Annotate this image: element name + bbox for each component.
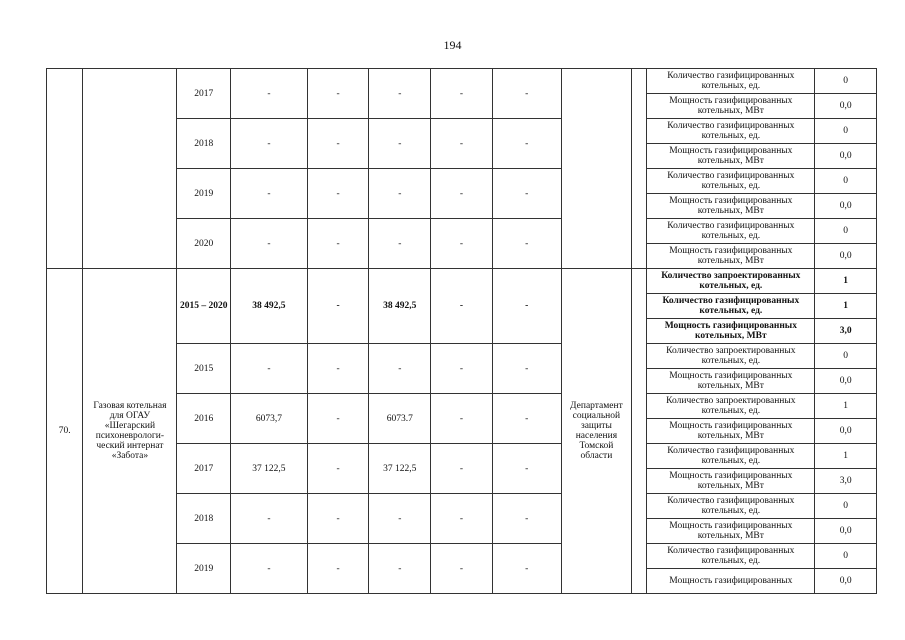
indicator-value: 0 — [815, 69, 877, 94]
year-cell: 2017 — [177, 69, 231, 119]
department: Департамент социальной защиты населения Томской области — [561, 269, 632, 594]
indicator-name: Мощность газифицированных котельных, МВт — [647, 519, 815, 544]
total-cell: 38 492,5 — [230, 269, 307, 344]
indicator-name: Количество газифицированных котельных, ед. — [647, 494, 815, 519]
indicator-value: 3,0 — [815, 319, 877, 344]
year-cell: 2016 — [177, 394, 231, 444]
table-row — [47, 69, 877, 94]
reg-cell: - — [369, 544, 431, 594]
fed-cell: - — [307, 169, 369, 219]
indicator-name: Мощность газифицированных котельных, МВт — [647, 94, 815, 119]
other-cell: - — [492, 444, 561, 494]
year-cell: 2017 — [177, 444, 231, 494]
indicator-value: 0 — [815, 544, 877, 569]
indicator-value: 0 — [815, 119, 877, 144]
year-cell: 2018 — [177, 119, 231, 169]
prev-rownum-cell — [47, 69, 83, 269]
total-cell: - — [230, 344, 307, 394]
indicator-value: 0,0 — [815, 369, 877, 394]
indicator-name: Мощность газифицированных котельных, МВт — [647, 244, 815, 269]
indicator-value: 0,0 — [815, 194, 877, 219]
indicator-name: Количество запроектированных котельных, ед. — [647, 344, 815, 369]
indicator-name: Количество запроектированных котельных, ед. — [647, 269, 815, 294]
local-cell: - — [431, 544, 493, 594]
indicator-value: 0,0 — [815, 244, 877, 269]
object-name: Газовая котельная для ОГАУ «Шегарский психоневрологи-ческий интернат «Забота» — [83, 269, 177, 594]
indicator-name: Мощность газифицированных котельных, МВт — [647, 144, 815, 169]
year-cell: 2015 — [177, 344, 231, 394]
local-cell: - — [431, 219, 493, 269]
indicator-value: 3,0 — [815, 469, 877, 494]
reg-cell: - — [369, 69, 431, 119]
reg-cell: - — [369, 344, 431, 394]
spacer-cell — [632, 69, 647, 269]
total-cell: - — [230, 494, 307, 544]
local-cell: - — [431, 494, 493, 544]
fed-cell: - — [307, 269, 369, 344]
indicator-name: Количество газифицированных котельных, ед. — [647, 219, 815, 244]
other-cell: - — [492, 344, 561, 394]
reg-cell: 38 492,5 — [369, 269, 431, 344]
prev-object-cell — [83, 69, 177, 269]
other-cell: - — [492, 169, 561, 219]
indicator-value: 0 — [815, 344, 877, 369]
year-cell: 2019 — [177, 544, 231, 594]
prev-dept-cell — [561, 69, 632, 269]
year-cell: 2020 — [177, 219, 231, 269]
year-cell: 2015 – 2020 — [177, 269, 231, 344]
indicator-name: Количество газифицированных котельных, ед. — [647, 119, 815, 144]
fed-cell: - — [307, 394, 369, 444]
indicator-value: 0 — [815, 169, 877, 194]
local-cell: - — [431, 444, 493, 494]
row-number: 70. — [47, 269, 83, 594]
local-cell: - — [431, 119, 493, 169]
indicator-name: Мощность газифицированных котельных, МВт — [647, 419, 815, 444]
indicator-name: Количество запроектированных котельных, ед. — [647, 394, 815, 419]
fed-cell: - — [307, 119, 369, 169]
local-cell: - — [431, 394, 493, 444]
indicator-value: 0 — [815, 494, 877, 519]
page-number: 194 — [443, 38, 462, 52]
fed-cell: - — [307, 219, 369, 269]
total-cell: - — [230, 219, 307, 269]
fed-cell: - — [307, 544, 369, 594]
indicator-value: 0,0 — [815, 519, 877, 544]
reg-cell: - — [369, 169, 431, 219]
indicator-name: Количество газифицированных котельных, ед. — [647, 69, 815, 94]
local-cell: - — [431, 169, 493, 219]
local-cell: - — [431, 344, 493, 394]
indicator-name: Мощность газифицированных котельных, МВт — [647, 194, 815, 219]
other-cell: - — [492, 394, 561, 444]
total-cell: - — [230, 544, 307, 594]
program-table — [46, 68, 877, 594]
indicator-value: 1 — [815, 294, 877, 319]
table-row — [47, 269, 877, 294]
total-cell: 6073,7 — [230, 394, 307, 444]
other-cell: - — [492, 269, 561, 344]
other-cell: - — [492, 69, 561, 119]
reg-cell: - — [369, 494, 431, 544]
fed-cell: - — [307, 344, 369, 394]
total-cell: - — [230, 119, 307, 169]
indicator-value: 0,0 — [815, 94, 877, 119]
indicator-name: Количество газифицированных котельных, ед. — [647, 294, 815, 319]
other-cell: - — [492, 494, 561, 544]
fed-cell: - — [307, 444, 369, 494]
spacer-cell — [632, 269, 647, 594]
indicator-value: 1 — [815, 394, 877, 419]
reg-cell: 37 122,5 — [369, 444, 431, 494]
total-cell: - — [230, 169, 307, 219]
other-cell: - — [492, 544, 561, 594]
other-cell: - — [492, 119, 561, 169]
indicator-name: Количество газифицированных котельных, ед. — [647, 169, 815, 194]
indicator-name: Количество газифицированных котельных, ед. — [647, 444, 815, 469]
indicator-name: Мощность газифицированных котельных, МВт — [647, 319, 815, 344]
local-cell: - — [431, 69, 493, 119]
total-cell: 37 122,5 — [230, 444, 307, 494]
table-body — [47, 69, 877, 594]
indicator-value: 1 — [815, 269, 877, 294]
indicator-name: Мощность газифицированных — [647, 569, 815, 594]
fed-cell: - — [307, 494, 369, 544]
indicator-name: Количество газифицированных котельных, ед. — [647, 544, 815, 569]
local-cell: - — [431, 269, 493, 344]
indicator-name: Мощность газифицированных котельных, МВт — [647, 469, 815, 494]
other-cell: - — [492, 219, 561, 269]
indicator-value: 0 — [815, 219, 877, 244]
reg-cell: - — [369, 219, 431, 269]
year-cell: 2019 — [177, 169, 231, 219]
indicator-value: 0,0 — [815, 144, 877, 169]
year-cell: 2018 — [177, 494, 231, 544]
reg-cell: - — [369, 119, 431, 169]
indicator-name: Мощность газифицированных котельных, МВт — [647, 369, 815, 394]
indicator-value: 0,0 — [815, 419, 877, 444]
fed-cell: - — [307, 69, 369, 119]
total-cell: - — [230, 69, 307, 119]
indicator-value: 1 — [815, 444, 877, 469]
indicator-value: 0,0 — [815, 569, 877, 594]
reg-cell: 6073.7 — [369, 394, 431, 444]
